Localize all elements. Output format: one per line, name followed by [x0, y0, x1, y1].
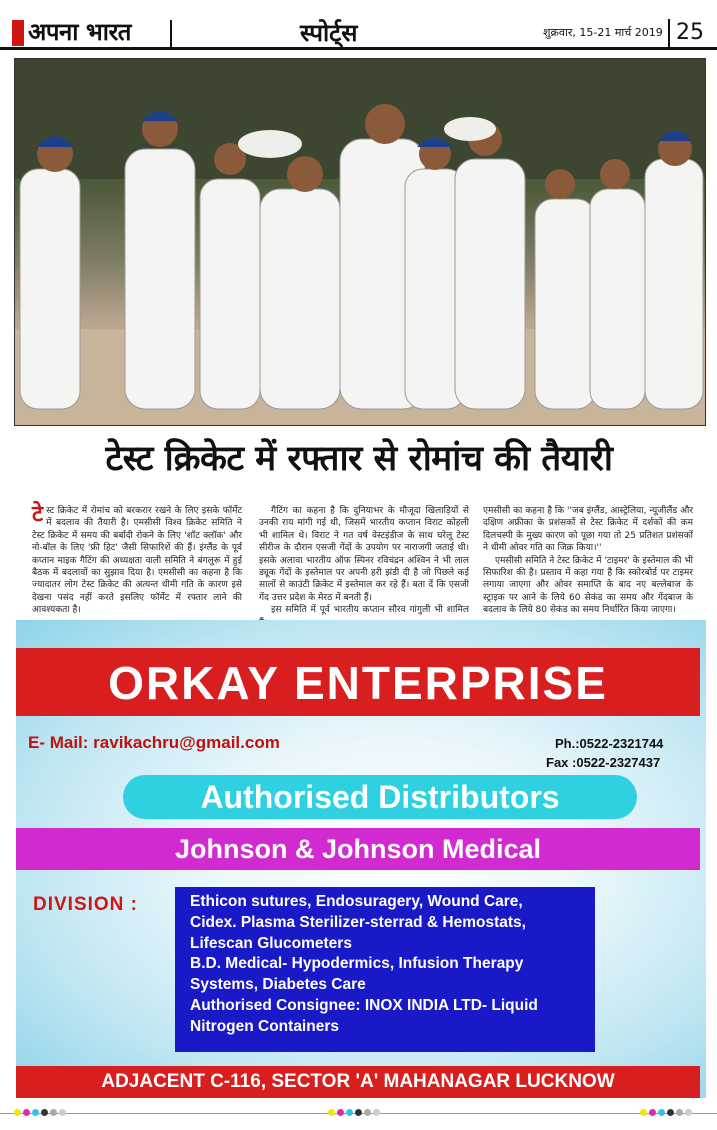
cricket-team-photo	[14, 58, 706, 426]
email-address: E- Mail: ravikachru@gmail.com	[28, 733, 280, 752]
drop-cap: टे	[32, 502, 44, 527]
registration-dots-right	[640, 1109, 692, 1116]
division-item: Nitrogen Containers	[190, 1017, 339, 1035]
division-label: DIVISION :	[33, 894, 139, 915]
division-item: Lifescan Glucometers	[190, 934, 352, 952]
header-rule	[0, 47, 717, 50]
division-item: Cidex. Plasma Sterilizer-sterrad & Hemostats,	[190, 913, 526, 931]
photo-illustration	[15, 59, 705, 425]
authorised-distributors: Authorised Distributors	[200, 779, 560, 815]
article-paragraph: इस समिति में पूर्व भारतीय कप्तान सौरव गांगुली भी शामिल	[271, 605, 469, 616]
logo-mark	[12, 20, 24, 46]
company-name: ORKAY ENTERPRISE	[108, 657, 608, 709]
newspaper-name: अपना भारत	[28, 18, 131, 46]
phone-number: Ph.:0522-2321744	[555, 736, 664, 751]
article-text: स्ट क्रिकेट में रोमांच को बरकरार रखने के लिए इसके फॉर्मेट में बदलाव की तैयारी है। एमसीसी विश्व क्रिकेट समिति ने टेस्ट क्रिकेट में समय की बर्बादी रोकने के लिए 'शॉट क्लॉक' और नो-बॉल के लिए 'फ्री हिट' जैसी सिफारिशें की हैं। इंग्लैंड के पूर्व कप्तान माइक गैटिंग की अध्यक्षता वाली समिति ने बंगलुरू में हुई बैठक में बदलावों का सुझाव दिया है। एमसीसी का कहना है कि ज्यादातर लोग टेस्ट क्रिकेट की अत्यन्त धीमी गति के कारण इसे देखना पसंद नहीं करते इसलिए फॉर्मेट में रफ्तार लाने की आवश्यकता है।	[32, 506, 242, 616]
division-list	[190, 892, 590, 1038]
brand-name: Johnson & Johnson Medical	[174, 834, 542, 864]
division-item: B.D. Medical- Hypodermics, Infusion Therapy	[190, 955, 524, 973]
article-paragraph: एमसीसी का कहना है कि ''जब इंग्लैंड, आस्ट्रेलिया, न्यूजीलैंड और दक्षिण अफ्रीका के प्रशंसकों से टेस्ट क्रिकेट में दर्शकों की कम दिलचस्पी के मुख्य कारण को पूछा गया तो 25 प्रतिशत प्रशंसकों ने धीमी ओवर गति का जिक्र किया।''	[483, 506, 693, 554]
article-column-1	[32, 502, 242, 617]
page-number: 25	[668, 19, 716, 47]
article-column-3	[483, 505, 693, 617]
article-paragraph: गैटिंग का कहना है कि दुनियाभर के मौजूदा खिलाड़ियों से उनकी राय मांगी गई थी, जिसमें भारतीय कप्तान विराट कोहली भी शामिल थे। विराट ने गत वर्ष वेस्टइंडीज के साथ घरेलू टेस्ट सीरीज के दौरान एसजी गेंदों के उपयोग पर नाराजगी जताई थी। इसके अलावा भारतीय ऑफ स्पिनर रविचंद्रन अश्विन ने भी लाल ड्यूक गेंदों के इस्तेमाल पर अपनी हरी झंडी दी है जो पिछले कई सालों से काउंटी क्रिकेट में इस्तेमाल कर रहे हैं। बता दें कि एसजी गेंद उत्तर प्रदेश के मेरठ में बनती हैं।	[259, 506, 469, 603]
address: ADJACENT C-116, SECTOR 'A' MAHANAGAR LUCKNOW	[101, 1071, 615, 1092]
division-item: Authorised Consignee: INOX INDIA LTD- Liquid	[190, 996, 538, 1014]
header-divider	[170, 20, 172, 48]
division-item: Systems, Diabetes Care	[190, 976, 366, 994]
dateline: शुक्रवार, 15-21 मार्च 2019	[543, 26, 663, 39]
headline: टेस्ट क्रिकेट में रफ्तार से रोमांच की तैयारी	[105, 439, 613, 479]
article-paragraph: एमसीसी समिति ने टेस्ट क्रिकेट में 'टाइमर' के इस्तेमाल की भी सिफारिश की है। प्रस्ताव में कहा गया है कि स्कोरबोर्ड पर टाइमर लगाया जाएगा और ओवर समाप्ति के बाद नए बल्लेबाज के स्ट्राइक पर आने के लिये 60 सेकंड का समय और गेंदबाज के बदलाव के लिये 80 सेकंड का समय निर्धारित किया जाएगा।	[483, 555, 693, 616]
fax-number: Fax :0522-2327437	[546, 755, 661, 770]
registration-dots-left	[14, 1109, 66, 1116]
division-item: Ethicon sutures, Endosuragery, Wound Care,	[190, 893, 523, 910]
article-column-2	[259, 505, 469, 629]
registration-dots-center	[328, 1109, 380, 1116]
section-title: स्पोर्ट्स	[300, 19, 358, 47]
